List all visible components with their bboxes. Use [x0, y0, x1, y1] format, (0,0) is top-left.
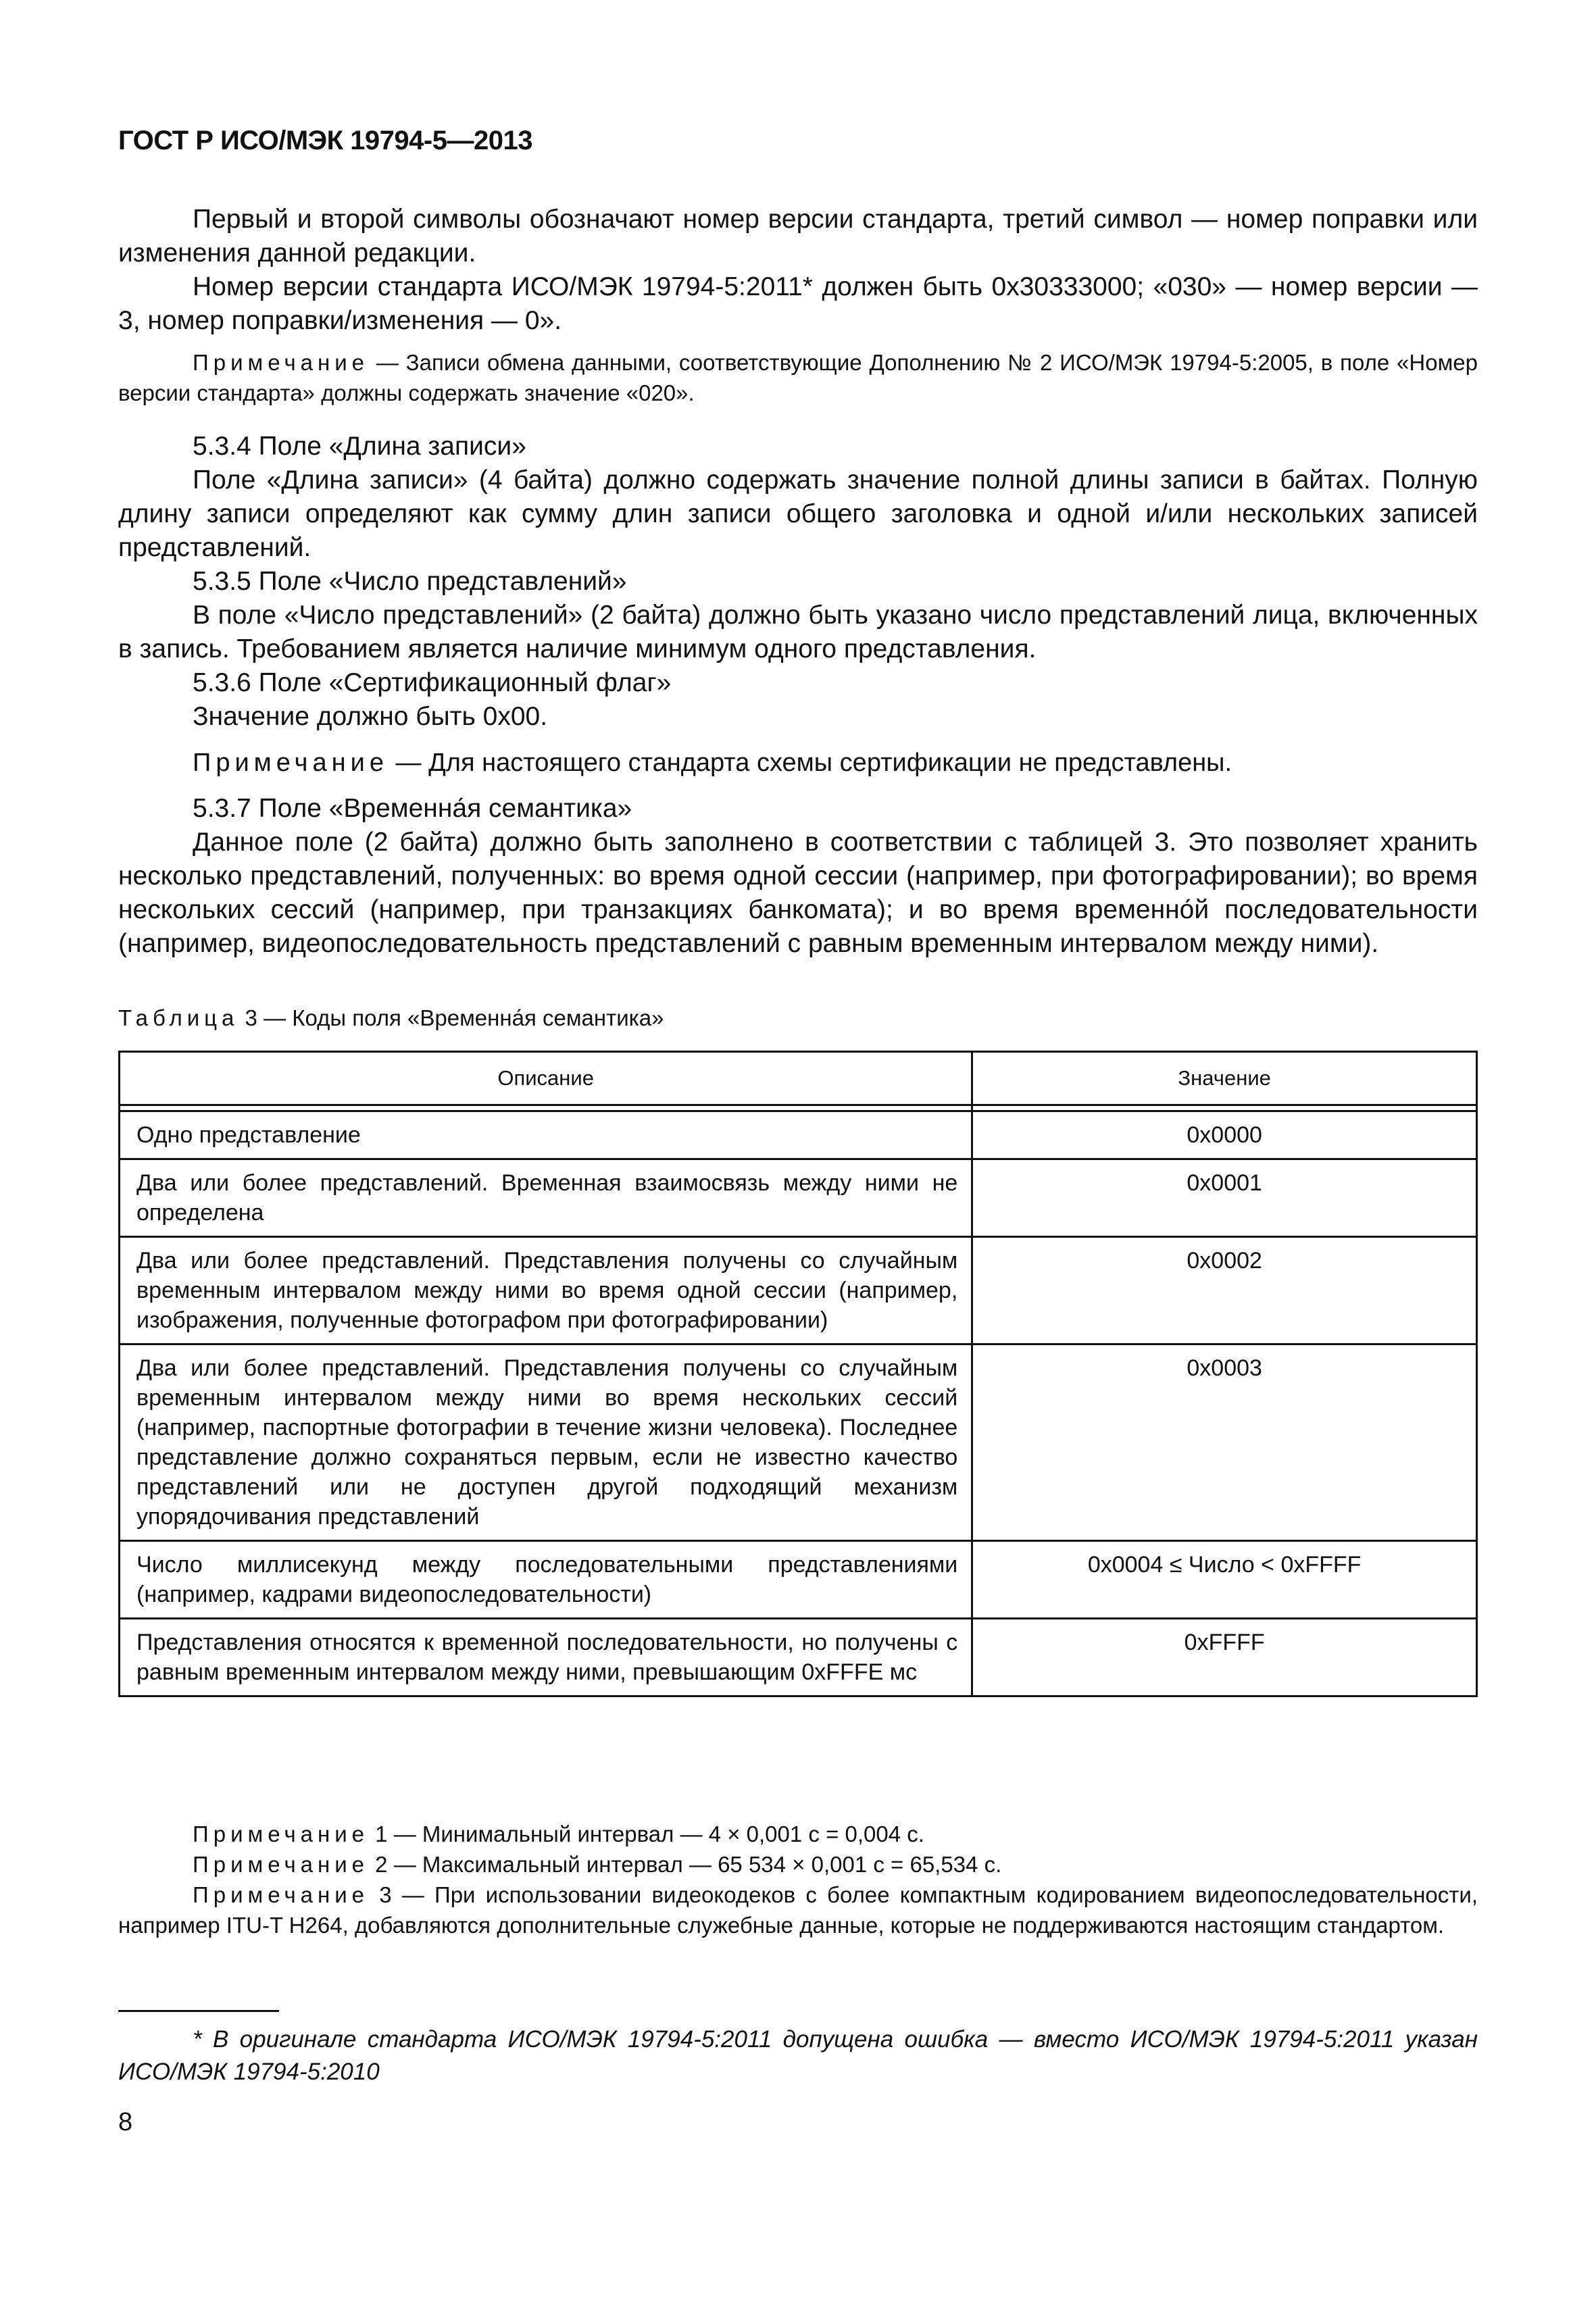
table-row	[120, 1344, 1477, 1541]
table-note-2	[118, 1849, 1478, 1880]
table-cell-description: Число миллисекунд между последовательными представлениями (например, кадрами видеопоследовательности)	[120, 1541, 972, 1619]
note-label: Примечание	[193, 749, 389, 777]
table-row	[120, 1541, 1477, 1619]
table-notes	[118, 1819, 1478, 1940]
table-separator	[120, 1105, 1477, 1111]
section-text: Значение должно быть 0х00.	[193, 702, 548, 731]
table-cell-value: 0х0003	[972, 1344, 1477, 1541]
table-cell-value: 0х0000	[972, 1111, 1477, 1159]
temporal-semantics-table	[118, 1051, 1478, 1697]
table-row	[120, 1159, 1477, 1237]
table-note-1	[118, 1819, 1478, 1849]
section-text: Данное поле (2 байта) должно быть заполнено в соответствии с таблицей 3. Это позволяет хранить несколько представлений, полученных: во время одной сессии (например, при фотографировании); во время нескольких сессий (например, при транзакциях банкомата); и во время временно́й последовательности (например, видеопоследовательность представлений с равным временным интервалом между ними).	[118, 828, 1478, 958]
page-number: 8	[118, 2108, 133, 2136]
table-cell-value: 0х0002	[972, 1237, 1477, 1344]
section-title: 5.3.4 Поле «Длина записи»	[193, 432, 526, 461]
table-caption-label: Таблица	[118, 1005, 239, 1030]
table-cell-value: 0хFFFF	[972, 1619, 1477, 1696]
paragraph-version-symbols: Первый и второй символы обозначают номер версии стандарта, третий символ — номер поправки или изменения данной редакции.	[118, 205, 1478, 268]
table-header-row	[120, 1052, 1477, 1105]
section-5-3-4	[118, 430, 1478, 961]
section-text: Поле «Длина записи» (4 байта) должно содержать значение полной длины записи в байтах. Полную длину записи определяют как сумму длин записи общего заголовка и одной и/или нескольких записей представлений.	[118, 466, 1478, 562]
paragraph-version-number: Номер версии стандарта ИСО/МЭК 19794-5:2011* должен быть 0х30333000; «030» — номер версии — 3, номер поправки/изменения — 0».	[118, 272, 1478, 335]
table-header-value: Значение	[972, 1052, 1477, 1105]
table-caption-text: 3 — Коды поля «Временна́я семантика»	[239, 1005, 664, 1030]
section-title: 5.3.7 Поле «Временна́я семантика»	[193, 794, 632, 823]
section-title: 5.3.6 Поле «Сертификационный флаг»	[193, 668, 672, 697]
note-version	[118, 347, 1478, 408]
table-cell-description: Два или более представлений. Временная взаимосвязь между ними не определена	[120, 1159, 972, 1237]
document-header: ГОСТ Р ИСО/МЭК 19794-5—2013	[118, 126, 532, 155]
note-label: Примечание	[193, 1882, 370, 1907]
note-label: Примечание	[193, 350, 370, 375]
table-cell-description: Представления относятся к временной последовательности, но получены с равным временным интервалом между ними, превышающим 0хFFFE мс	[120, 1619, 972, 1696]
note-text: 2 — Максимальный интервал — 65 534 × 0,001 с = 65,534 с.	[369, 1852, 1002, 1877]
table-cell-description: Одно представление	[120, 1111, 972, 1159]
note-certification	[118, 746, 1478, 780]
table-cell-description: Два или более представлений. Представления получены со случайным временным интервалом между ними во время нескольких сессий (например, паспортные фотографии в течение жизни человека). Последнее представление должно сохраняться первым, если не известно качество представлений или не доступен другой подходящий механизм упорядочивания представлений	[120, 1344, 972, 1541]
table-note-3	[118, 1880, 1478, 1940]
footnote-divider	[118, 2010, 279, 2012]
table-row	[120, 1111, 1477, 1159]
note-text: 1 — Минимальный интервал — 4 × 0,001 с = 0,004 с.	[369, 1821, 924, 1846]
note-label: Примечание	[193, 1852, 370, 1877]
table-cell-value: 0х0004 ≤ Число < 0хFFFF	[972, 1541, 1477, 1619]
note-label: Примечание	[193, 1821, 370, 1846]
section-title: 5.3.5 Поле «Число представлений»	[193, 567, 627, 596]
table-row	[120, 1619, 1477, 1696]
note-text: — Для настоящего стандарта схемы сертификации не представлены.	[388, 749, 1232, 777]
note-text: 3 — При использовании видеокодеков с более компактным кодированием видеопоследовательности, например ITU-T H264, добавляются дополнительные служебные данные, которые не поддерживаются настоящим стандартом.	[118, 1882, 1478, 1938]
footnote: * В оригинале стандарта ИСО/МЭК 19794-5:2011 допущена ошибка — вместо ИСО/МЭК 19794-5:2011 указан ИСО/МЭК 19794-5:2010	[118, 2026, 1478, 2085]
table-row	[120, 1237, 1477, 1344]
note-text: — Записи обмена данными, соответствующие Дополнению № 2 ИСО/МЭК 19794-5:2005, в поле «Номер версии стандарта» должны содержать значение «020».	[118, 350, 1478, 405]
section-text: В поле «Число представлений» (2 байта) должно быть указано число представлений лица, включенных в запись. Требованием является наличие минимум одного представления.	[118, 601, 1478, 663]
version-paragraphs	[118, 203, 1478, 408]
table-header-description: Описание	[120, 1052, 972, 1105]
table-cell-value: 0х0001	[972, 1159, 1477, 1237]
table-caption	[118, 1005, 664, 1031]
table-cell-description: Два или более представлений. Представления получены со случайным временным интервалом между ними во время одной сессии (например, изображения, полученные фотографом при фотографировании)	[120, 1237, 972, 1344]
